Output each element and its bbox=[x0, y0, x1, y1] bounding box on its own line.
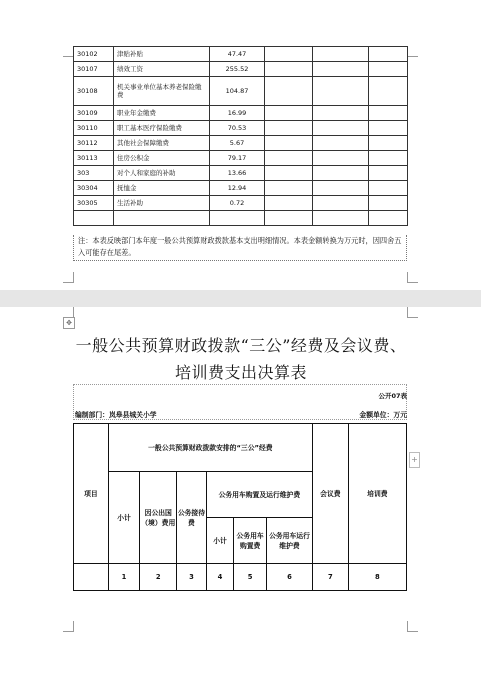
empty-cell bbox=[369, 62, 408, 77]
value-cell: 47.47 bbox=[210, 47, 265, 62]
form-id-label: 公开07表 bbox=[378, 392, 407, 400]
page-margin-corner bbox=[407, 621, 418, 632]
code-cell: 30107 bbox=[74, 62, 114, 77]
empty-cell bbox=[313, 196, 369, 211]
table-row bbox=[74, 181, 408, 196]
column-number-cell: 7 bbox=[312, 564, 348, 591]
add-column-handle-icon[interactable]: + bbox=[409, 452, 420, 468]
column-number-cell: 4 bbox=[206, 564, 234, 591]
page-margin-corner bbox=[407, 307, 418, 318]
code-cell: 30304 bbox=[74, 181, 114, 196]
page-gap bbox=[0, 290, 481, 307]
value-cell: 255.52 bbox=[210, 62, 265, 77]
empty-cell bbox=[369, 211, 408, 226]
empty-cell bbox=[369, 47, 408, 62]
empty-cell bbox=[313, 211, 369, 226]
column-number-cell: 5 bbox=[234, 564, 267, 591]
name-cell: 对个人和家庭的补助 bbox=[114, 166, 210, 181]
header-vehicle-maintain: 公务用车运行维护费 bbox=[266, 518, 312, 564]
value-cell: 0.72 bbox=[210, 196, 265, 211]
name-cell: 生活补助 bbox=[114, 196, 210, 211]
value-cell: 13.66 bbox=[210, 166, 265, 181]
header-subtotal: 小计 bbox=[108, 472, 140, 564]
value-cell: 104.87 bbox=[210, 77, 265, 106]
column-number-cell: 2 bbox=[140, 564, 177, 591]
table-row bbox=[74, 151, 408, 166]
page-margin-corner bbox=[407, 46, 418, 57]
code-cell: 30102 bbox=[74, 47, 114, 62]
empty-cell bbox=[369, 181, 408, 196]
empty-cell bbox=[313, 106, 369, 121]
empty-cell bbox=[369, 121, 408, 136]
empty-cell bbox=[265, 62, 313, 77]
sangong-expenditure-table bbox=[73, 423, 407, 591]
table-row bbox=[74, 121, 408, 136]
value-cell: 79.17 bbox=[210, 151, 265, 166]
value-cell bbox=[210, 211, 265, 226]
column-number-cell: 3 bbox=[177, 564, 207, 591]
page-title bbox=[68, 332, 414, 386]
header-reception: 公务接待费 bbox=[177, 472, 207, 564]
title-line-2: 培训费支出决算表 bbox=[174, 363, 307, 382]
column-number-cell: 8 bbox=[348, 564, 406, 591]
page-margin-corner bbox=[407, 272, 418, 283]
empty-cell bbox=[369, 151, 408, 166]
empty-cell bbox=[265, 121, 313, 136]
code-cell: 30113 bbox=[74, 151, 114, 166]
header-item: 项目 bbox=[74, 424, 109, 564]
empty-cell bbox=[369, 77, 408, 106]
header-abroad: 因公出国（境）费用 bbox=[140, 472, 177, 564]
table-row bbox=[74, 62, 408, 77]
name-cell: 住房公积金 bbox=[114, 151, 210, 166]
name-cell: 机关事业单位基本养老保险缴费 bbox=[114, 77, 210, 106]
empty-cell bbox=[369, 166, 408, 181]
table-row bbox=[74, 106, 408, 121]
unit-label: 金额单位：万元 bbox=[359, 411, 407, 419]
table-row bbox=[74, 166, 408, 181]
empty-cell bbox=[369, 196, 408, 211]
code-cell: 30112 bbox=[74, 136, 114, 151]
header-training: 培训费 bbox=[348, 424, 406, 564]
header-info-row bbox=[73, 409, 407, 419]
header-vehicle-group: 公务用车购置及运行维护费 bbox=[206, 472, 312, 518]
header-vehicle-subtotal: 小计 bbox=[206, 518, 234, 564]
basic-expenditure-table bbox=[73, 46, 408, 226]
table-note: 注：本表反映部门本年度一般公共预算财政拨款基本支出明细情况。本表金额转换为万元时，因四舍五入可能存在尾差。 bbox=[73, 235, 407, 261]
table-row bbox=[74, 211, 408, 226]
empty-cell bbox=[313, 181, 369, 196]
empty-cell bbox=[313, 121, 369, 136]
table-row bbox=[74, 136, 408, 151]
name-cell: 绩效工资 bbox=[114, 62, 210, 77]
name-cell: 职业年金缴费 bbox=[114, 106, 210, 121]
value-cell: 5.67 bbox=[210, 136, 265, 151]
code-cell bbox=[74, 211, 114, 226]
name-cell: 职工基本医疗保险缴费 bbox=[114, 121, 210, 136]
header-meeting: 会议费 bbox=[312, 424, 348, 564]
empty-cell bbox=[265, 136, 313, 151]
table-move-handle-icon[interactable]: ✥ bbox=[63, 317, 75, 329]
header-vehicle-purchase: 公务用车购置费 bbox=[234, 518, 267, 564]
value-cell: 12.94 bbox=[210, 181, 265, 196]
empty-cell bbox=[313, 77, 369, 106]
table-row bbox=[74, 77, 408, 106]
column-number-cell: 6 bbox=[266, 564, 312, 591]
empty-cell bbox=[313, 136, 369, 151]
empty-cell bbox=[369, 136, 408, 151]
table-row bbox=[74, 47, 408, 62]
empty-cell bbox=[369, 106, 408, 121]
empty-cell bbox=[265, 47, 313, 62]
name-cell: 抚恤金 bbox=[114, 181, 210, 196]
name-cell: 其他社会保障缴费 bbox=[114, 136, 210, 151]
empty-cell bbox=[313, 151, 369, 166]
code-cell: 303 bbox=[74, 166, 114, 181]
header-sangong-group: 一般公共预算财政拨款安排的“三公”经费 bbox=[108, 424, 312, 472]
page-margin-corner bbox=[63, 621, 74, 632]
empty-cell bbox=[265, 181, 313, 196]
empty-cell bbox=[265, 151, 313, 166]
empty-cell bbox=[265, 166, 313, 181]
name-cell bbox=[114, 211, 210, 226]
empty-cell bbox=[265, 211, 313, 226]
column-number-cell: 1 bbox=[108, 564, 140, 591]
title-line-1: 一般公共预算财政拨款“三公”经费及会议费、 bbox=[75, 336, 407, 355]
table-row bbox=[74, 196, 408, 211]
code-cell: 30108 bbox=[74, 77, 114, 106]
empty-cell bbox=[313, 166, 369, 181]
document-page-2 bbox=[0, 307, 481, 681]
code-cell: 30109 bbox=[74, 106, 114, 121]
empty-cell bbox=[313, 62, 369, 77]
value-cell: 16.99 bbox=[210, 106, 265, 121]
column-number-cell bbox=[74, 564, 109, 591]
department-label: 编制部门：岚皋县城关小学 bbox=[75, 411, 157, 419]
page-margin-corner bbox=[63, 272, 74, 283]
empty-cell bbox=[313, 47, 369, 62]
empty-cell bbox=[265, 77, 313, 106]
value-cell: 70.53 bbox=[210, 121, 265, 136]
empty-cell bbox=[265, 106, 313, 121]
name-cell: 津贴补贴 bbox=[114, 47, 210, 62]
empty-cell bbox=[265, 196, 313, 211]
code-cell: 30305 bbox=[74, 196, 114, 211]
document-page-1 bbox=[0, 0, 481, 290]
code-cell: 30110 bbox=[74, 121, 114, 136]
